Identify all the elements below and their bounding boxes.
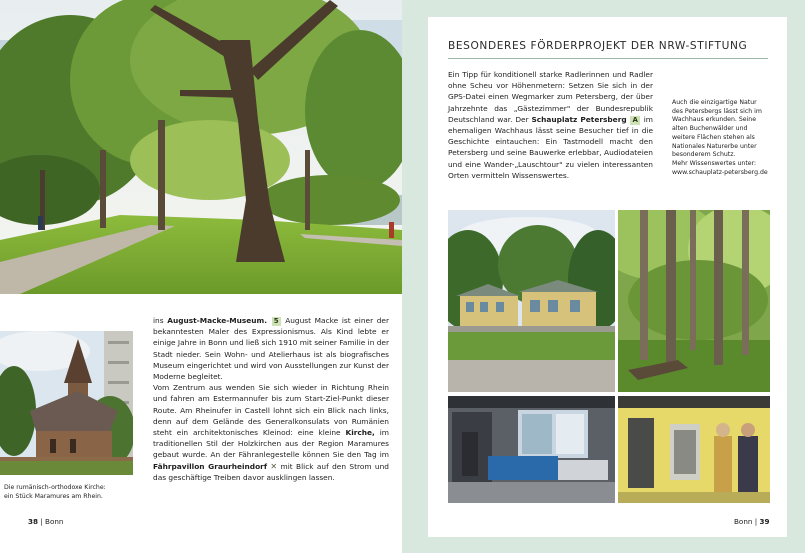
side-note-line: des Petersbergs lässt sich im [672, 107, 762, 115]
church-caption [4, 484, 136, 501]
church-photo [0, 331, 133, 475]
forest-photo-graphic [618, 210, 770, 392]
museum-name: August-Macke-Museum. [167, 316, 268, 325]
body-paragraph-1 [153, 315, 389, 382]
side-note-line: weitere Flächen stehen als [672, 133, 755, 141]
page-number: 39 [759, 517, 770, 526]
side-note [672, 99, 776, 177]
side-note-line: alten Buchenwälder und [672, 125, 748, 133]
left-body-text [153, 315, 389, 483]
box-text-run: im ehemaligen Wachhaus lässt seine Besucher tief in die Geschichte eintauchen: Ein Tastmodell macht den Petersberg und seine Bauwerke erlebbar, Audiodateien und eine Wander-„Lauschtour" zu vielen interessanten Orten vermitteln Wissenswertes. [448, 114, 653, 180]
folio-city: Bonn [734, 517, 753, 526]
folio-left [28, 517, 63, 526]
park-photo [0, 0, 402, 294]
park-photo-graphic [0, 0, 402, 294]
folio-separator: | [38, 517, 46, 526]
church-caption-line1: Die rumänisch-orthodoxe Kirche: [4, 484, 106, 491]
church-name: Kirche, [345, 428, 375, 438]
side-note-line: Mehr Wissenswertes unter: [672, 159, 757, 167]
wachhaus-photo [448, 210, 615, 392]
page-number: 38 [28, 517, 39, 526]
exhibition-photo-1-graphic [448, 396, 615, 503]
wachhaus-photo-graphic [448, 210, 615, 392]
exhibition-photo-2 [618, 396, 770, 503]
side-note-line: Wachhaus erkunden. Seine [672, 116, 757, 124]
body-text-run: im traditionellen Stil der Holzkirchen aus der Region Maramures gebaut wurde. An der Fähranlegestelle können Sie den Tag im [153, 428, 389, 460]
exhibition-photo-1 [448, 396, 615, 503]
side-note-url: www.schauplatz-petersberg.de [672, 168, 768, 176]
box-title-divider [448, 58, 768, 59]
exhibition-photo-2-graphic [618, 396, 770, 503]
map-marker-a: A [632, 115, 638, 124]
map-marker-5: 5 [273, 317, 279, 325]
forest-photo [618, 210, 770, 392]
schauplatz-name: Schauplatz Petersberg [531, 114, 627, 124]
box-title: BESONDERES FÖRDERPROJEKT DER NRW-STIFTUNG [448, 40, 748, 52]
restaurant-icon: ✕ [270, 461, 278, 471]
church-caption-line2: ein Stück Maramures am Rhein. [4, 492, 103, 500]
box-text [448, 69, 653, 181]
body-text-run: ins [153, 316, 168, 325]
body-text-run: August Macke ist einer der bekanntesten Maler des Expressionismus. Als Kind lebte er einige Jahre in Bonn und ließ sich 1910 mit seiner Familie in der Stadt nieder. Sein Wohn- und Atelierhaus ist als biografisches Museum eingerichtet und wird von Ausstellungen zur Kunst der Moderne begleitet. [153, 316, 390, 382]
side-note-line: Nationales Naturerbe unter [672, 142, 757, 150]
body-text-run: mit Blick auf den Strom und das geschäftige Treiben davor ausklingen lassen. [153, 461, 389, 482]
church-photo-graphic [0, 331, 133, 475]
body-paragraph-2 [153, 382, 389, 483]
box-text-run: Ein Tipp für konditionell starke Radlerinnen und Radler ohne Scheu vor Höhenmetern: Setzen Sie sich in der GPS-Datei einen Wegmarker zum Petersberg, der über Jahrzehnte das „Gästezimmer" der Bundesrepublik Deutschland war. Der [448, 70, 653, 124]
folio-separator: | [752, 517, 760, 526]
folio-city: Bonn [45, 517, 64, 526]
pavilion-name: Fährpavillon Graurheindorf [153, 461, 268, 471]
side-note-line: besonderem Schutz. [672, 151, 736, 159]
folio-right [734, 517, 769, 526]
body-text-run: Vom Zentrum aus wenden Sie sich wieder in Richtung Rhein und fahren am Estermannufer bis zum Start-Ziel-Punkt dieser Route. Am Rheinufer in Castell lohnt sich ein Blick nach links, denn auf dem Gelände des Generalkonsulats von Rumänien steht ein architektonisches Kleinod: eine kleine [153, 383, 389, 438]
side-note-line: Auch die einzigartige Natur [672, 99, 757, 106]
